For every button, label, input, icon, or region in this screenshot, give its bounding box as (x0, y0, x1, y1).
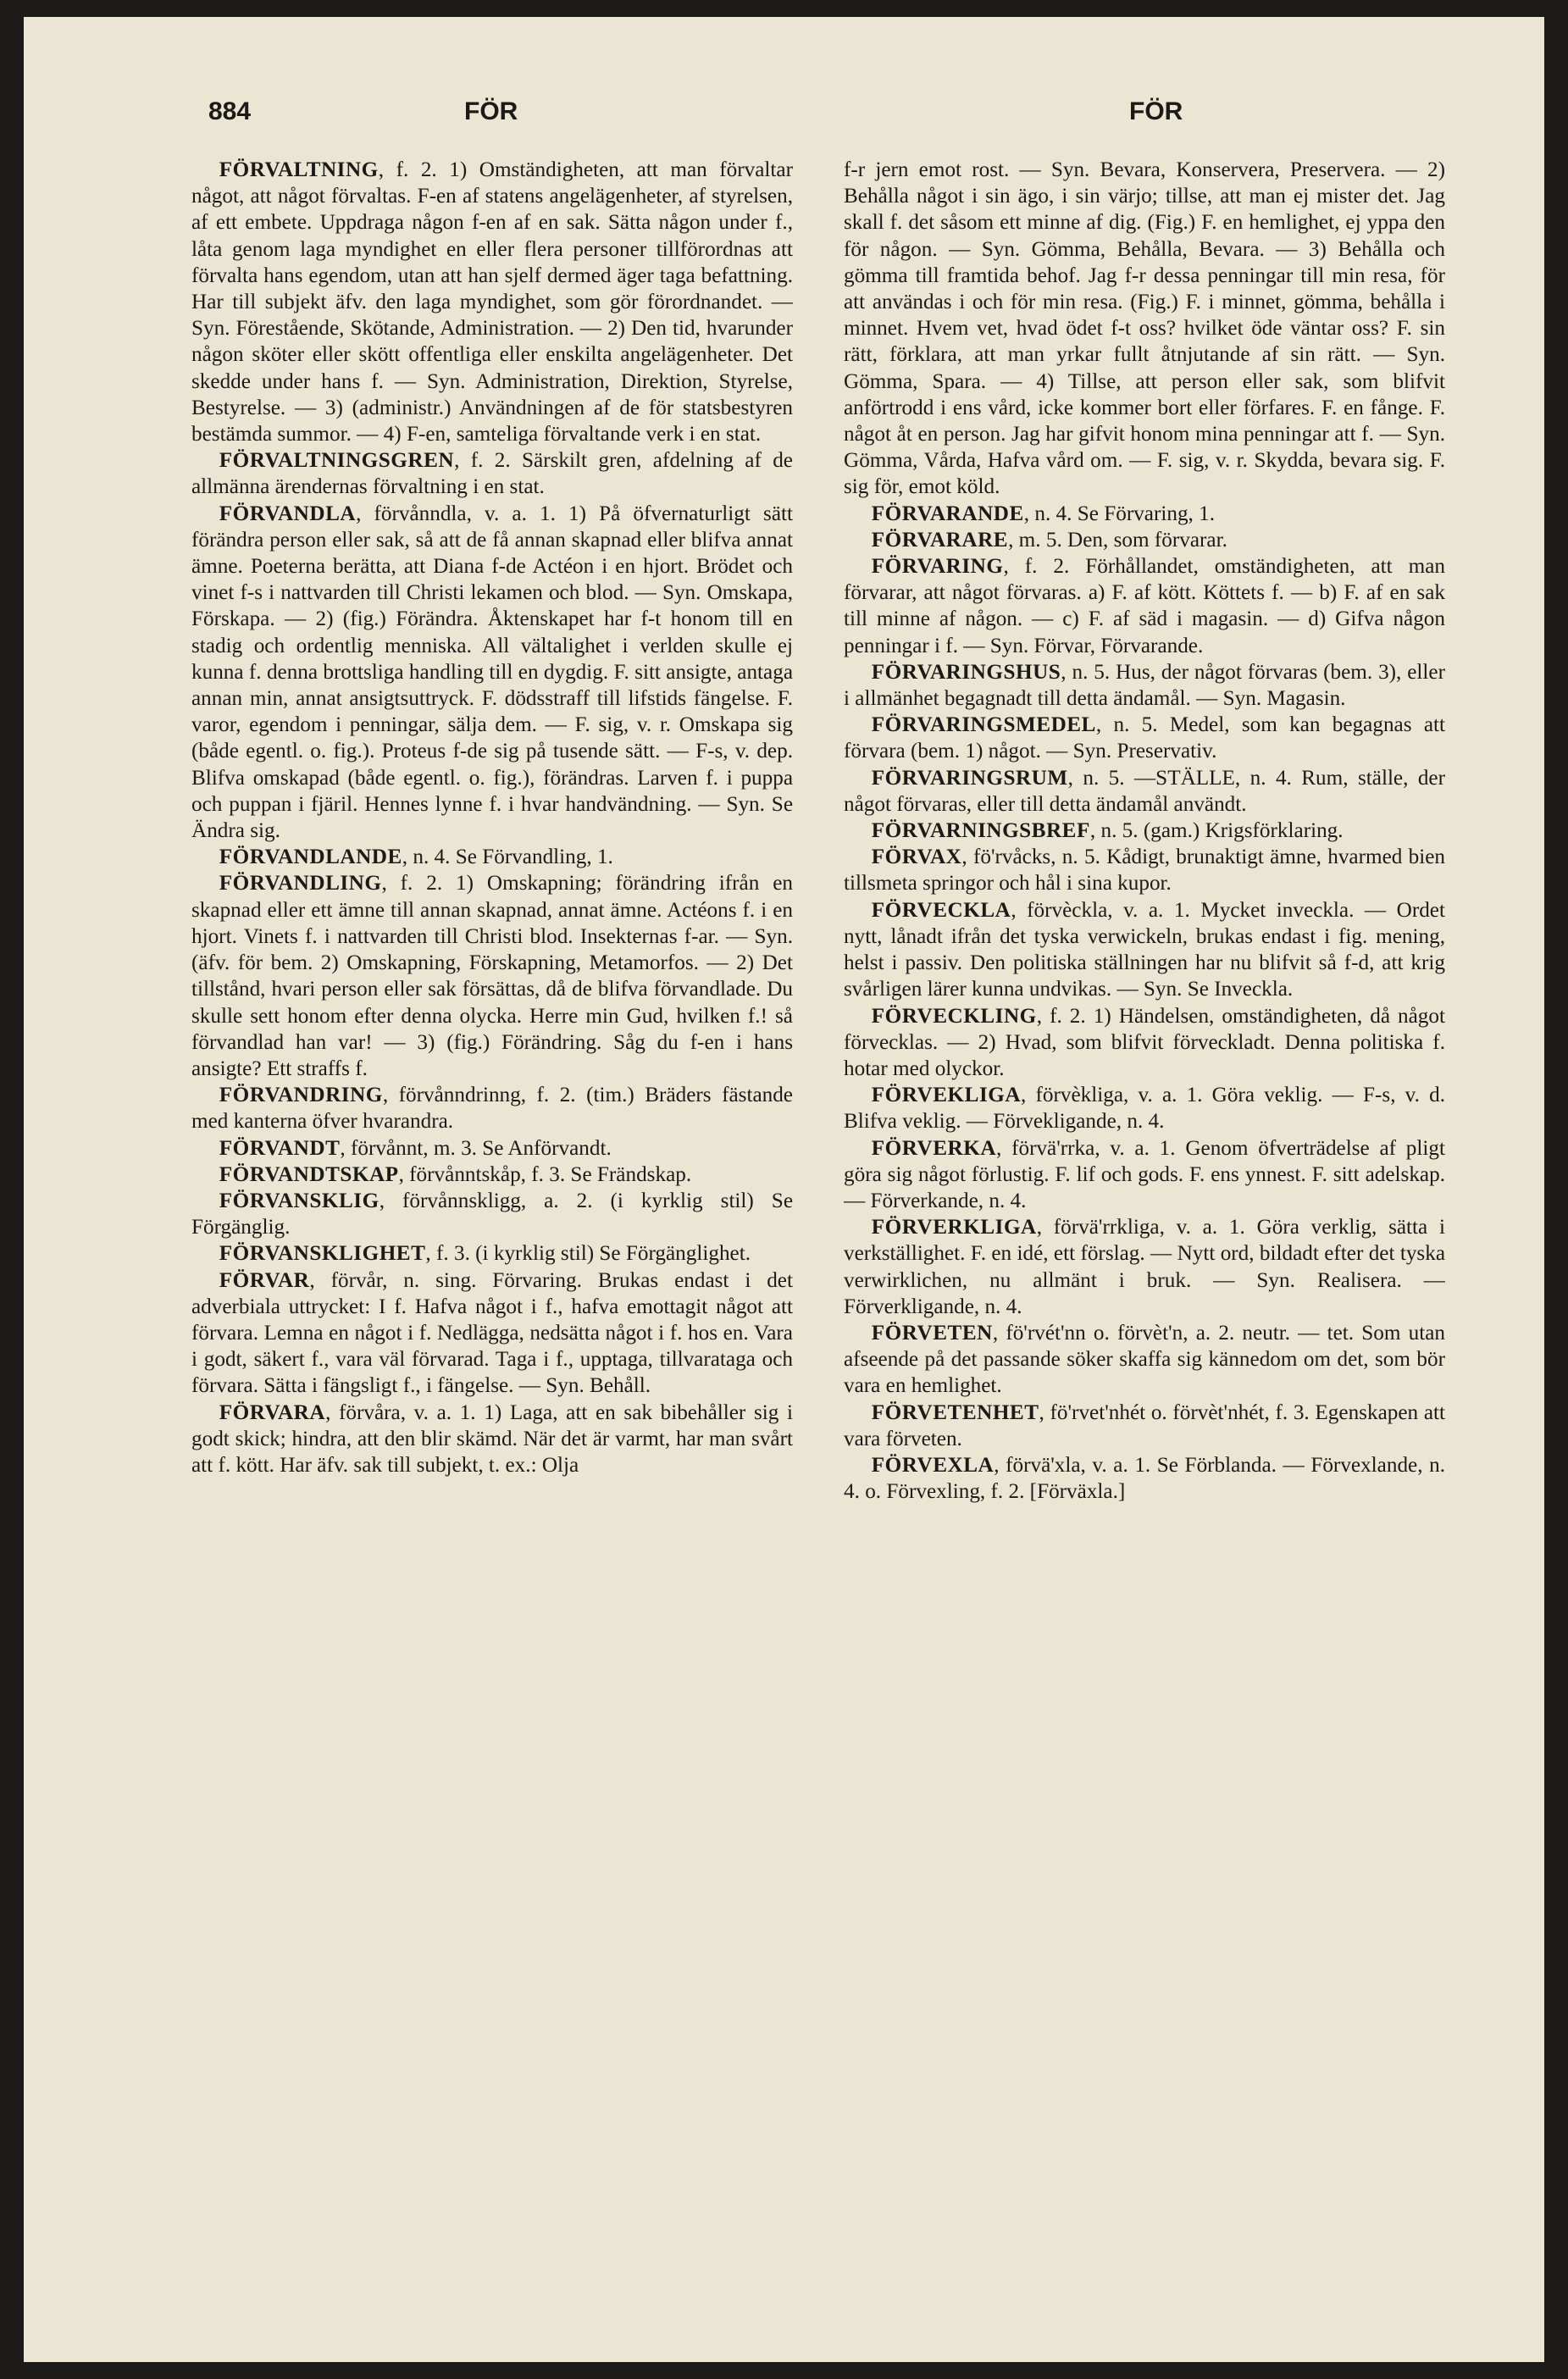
dictionary-entry (191, 1162, 793, 1188)
entry-definition: , n. 5. Hus, der något förvaras (bem. 3), eller i allmänhet begagnadt till detta ändamål. — Syn. Magasin. (844, 660, 1445, 711)
entry-headword: FÖRVANDLA (219, 502, 357, 525)
dictionary-entry (844, 1320, 1445, 1400)
entry-definition: , förvåra, v. a. 1. 1) Laga, att en sak bibehåller sig i godt skick; hindra, att den blir skämd. När det är varmt, har man svårt att f. kött. Har äfv. sak till subjekt, t. ex.: Olja (191, 1400, 793, 1477)
dictionary-entry (844, 157, 1445, 501)
entry-definition: , f. 2. Särskilt gren, afdelning af de allmänna ärendernas förvaltning i en stat. (191, 449, 793, 499)
entry-definition: , förvèckla, v. a. 1. Mycket inveckla. — Ordet nytt, lånadt ifrån det tyska verwickeln, brukas endast i fig. mening, helst i passiv. Den politiska ställningen har nu blifvit så f-d, att krig svårligen lärer kunna undvikas. — Syn. Se Inveckla. (844, 898, 1445, 1001)
entry-headword: FÖRVETEN (871, 1321, 993, 1345)
entry-definition: , fö'rvét'nn o. förvèt'n, a. 2. neutr. — tet. Som utan afseende på det passande söker skaffa sig kännedom om det, som bör vara en hemlighet. (844, 1321, 1445, 1398)
entry-definition: , n. 5. (gam.) Krigsförklaring. (1089, 819, 1344, 843)
dictionary-entry (191, 1188, 793, 1240)
dictionary-entry (844, 1452, 1445, 1505)
entry-headword: FÖRVARINGSRUM (871, 766, 1068, 790)
entry-headword: FÖRVAR (219, 1268, 310, 1292)
dictionary-entry (844, 897, 1445, 1003)
entry-definition: , f. 2. 1) Händelsen, omständigheten, då något förvecklas. — 2) Hvad, som blifvit förveckladt. Denna politiska f. hotar med olyckor. (844, 1004, 1445, 1080)
entry-definition: , förvånnt, m. 3. Se Anförvandt. (340, 1136, 612, 1160)
entry-definition: , n. 4. Se Förvaring, 1. (1023, 502, 1216, 525)
entry-headword: FÖRVARINGSHUS (871, 660, 1061, 684)
entry-definition: , f. 3. (i kyrklig stil) Se Förgänglighet. (425, 1242, 751, 1266)
entry-headword: FÖRVANDRING (219, 1084, 383, 1107)
dictionary-entry (191, 844, 793, 870)
dictionary-page (24, 17, 1544, 2362)
entry-definition: , n. 5. Medel, som kan begagnas att förvara (bem. 1) något. — Syn. Preservativ. (844, 713, 1445, 763)
dictionary-entry (844, 1214, 1445, 1320)
dictionary-entry (844, 712, 1445, 764)
entry-headword: FÖRVERKLIGA (871, 1216, 1037, 1239)
entry-headword: FÖRVARINGSMEDEL (871, 713, 1096, 737)
entry-headword: FÖRVARA (219, 1400, 326, 1424)
entry-definition: , förvånndrinng, f. 2. (tim.) Bräders fästande med kanterna öfver hvarandra. (191, 1084, 793, 1134)
entry-definition: , förvånnskligg, a. 2. (i kyrklig stil) Se Förgänglig. (191, 1189, 793, 1239)
page-header (24, 97, 1544, 140)
entry-headword: FÖRVETENHET (871, 1400, 1039, 1424)
dictionary-entry (844, 818, 1445, 844)
entry-definition: , förvånndla, v. a. 1. 1) På öfvernaturligt sätt förändra person eller sak, så att de få annan skapnad eller blifva annat ämne. Poeterna berätta, att Diana f-de Actéon i en hjort. Brödet och vinet f-s i nattvarden till Christi lekamen och blod. — Syn. Omskapa, Förskapa. — 2) (fig.) Förändra. Åktenskapet har f-t honom till en stadig och ordentlig menniska. All vältalighet i verlden skulle ej kunna f. denna brottsliga handling till en dygdig. F. sitt ansigte, antaga annan min, annat ansigtsuttryck. F. dödsstraff till lifstids fängelse. F. varor, egendom i penningar, sälja dem. — F. sig, v. r. Omskapa sig (både egentl. o. fig.). Proteus f-de sig på tusende sätt. — F-s, v. dep. Blifva omskapad (både egentl. o. fig.), förändras. Larven f. i puppa och puppan i fjäril. Hennes lynne f. i hvar handvändning. — Syn. Se Ändra sig. (191, 502, 793, 843)
dictionary-entry (191, 447, 793, 500)
entry-definition: , fö'rvet'nhét o. förvèt'nhét, f. 3. Egenskapen att vara förveten. (844, 1400, 1445, 1450)
entry-definition: , fö'rvåcks, n. 5. Kådigt, brunaktigt ämne, hvarmed bien tillsmeta springor och hål i sina kupor. (844, 846, 1445, 896)
entry-headword: FÖRVERKA (871, 1136, 997, 1160)
dictionary-entry (191, 157, 793, 447)
entry-headword: FÖRVARARE (871, 528, 1009, 552)
entry-definition: , förvä'xla, v. a. 1. Se Förblanda. — Förvexlande, n. 4. o. Förvexling, f. 2. [Förväxla.] (844, 1453, 1445, 1504)
dictionary-entry (191, 501, 793, 845)
entry-headword: FÖRVECKLA (871, 898, 1011, 922)
dictionary-entry (844, 527, 1445, 553)
entry-definition: , förvä'rrkliga, v. a. 1. Göra verklig, sätta i verkställighet. F. en idé, ett förslag. — Nytt ord, bildadt efter det tyska verwirklichen, nu allmänt i bruk. — Syn. Realisera. — Förverkligande, n. 4. (844, 1216, 1445, 1318)
entry-definition: , f. 2. 1) Omskapning; förändring ifrån en skapnad eller ett ämne till annan skapnad, annat ämne. Actéons f. i en hjort. Vinets f. i nattvarden till Christi blod. Insekternas f-ar. — Syn. (äfv. för bem. 2) Omskapning, Förskapning, Metamorfos. — 2) Det tillstånd, hvari person eller sak försättas, då de blifva förvandlade. Du skulle sett honom efter denna olycka. Herre min Gud, hvilken f.! så förvandlad han var! — 3) (fig.) Förändring. Såg du f-en i hans ansigte? Ett straffs f. (191, 872, 793, 1080)
page-number: 884 (208, 97, 252, 125)
dictionary-entry (844, 501, 1445, 527)
entry-headword: FÖRVANSKLIG (219, 1189, 380, 1212)
entry-definition: , n. 4. Se Förvandling, 1. (402, 846, 613, 869)
entry-headword: FÖRVALTNINGSGREN (219, 449, 455, 473)
entry-headword: FÖRVECKLING (871, 1004, 1037, 1028)
dictionary-entry (191, 1135, 793, 1162)
entry-headword: FÖRVANSKLIGHET (219, 1242, 426, 1266)
dictionary-entry (844, 1082, 1445, 1134)
entry-headword: FÖRVANDLANDE (219, 846, 402, 869)
entry-headword: FÖRVARANDE (871, 502, 1024, 525)
entry-definition: , f. 2. 1) Omständigheten, att man förvaltar något, att något förvaltas. F-en af statens angelägenheter, af styrelsen, af ett embete. Uppdraga någon f-en af en sak. Sätta någon under f., låta genom laga myndighet en eller flera personer tillförordnas att förvalta hans egendom, utan att han sjelf dermed äger taga befattning. Har till subjekt äfv. den laga myndighet, som gör förordnandet. — Syn. Förestående, Skötande, Administration. — 2) Den tid, hvarunder någon sköter eller skött offentliga eller enskilta angelägenheter. Det skedde under hans f. — Syn. Administration, Direktion, Styrelse, Bestyrelse. — 3) (administr.) Användningen af de för statsbestyren bestämda summor. — 4) F-en, samteliga förvaltande verk i en stat. (191, 158, 793, 446)
entry-headword: FÖRVALTNING (219, 158, 379, 181)
dictionary-entry (191, 1267, 793, 1400)
entry-definition: , förvår, n. sing. Förvaring. Brukas endast i det adverbiala uttrycket: I f. Hafva något i f., hafva emottagit något att förvara. Lemna en något i f. Nedlägga, nedsätta något i f. hos en. Vara i godt, säkert f., vara väl förvarad. Taga i f., upptaga, tillvarataga och förvara. Sätta i fängsligt f., i fängelse. — Syn. Behåll. (191, 1268, 793, 1398)
dictionary-entry (844, 659, 1445, 712)
left-column (191, 157, 793, 2330)
entry-headword: FÖRVAX (871, 846, 962, 869)
entry-headword: FÖRVEXLA (871, 1453, 995, 1477)
entry-headword: FÖRVARING (871, 555, 1004, 579)
entry-definition: f-r jern emot rost. — Syn. Bevara, Konservera, Preservera. — 2) Behålla något i sin ägo, i sin värjo; tillse, att man ej mister det. Jag skall f. det såsom ett minne af dig. (Fig.) F. en hemlighet, ej yppa den för någon. — Syn. Gömma, Behålla, Bevara. — 3) Behålla och gömma till framtida behof. Jag f-r dessa penningar till min resa, för att användas i och för min resa. (Fig.) F. i minnet, gömma, behålla i minnet. Hvem vet, hvad ödet f-t oss? hvilket öde väntar oss? F. sin rätt, förklara, att man yrkar fullt åtnjutande af sin rätt. — Syn. Gömma, Spara. — 4) Tillse, att person eller sak, som blifvit anförtrodd i ens vård, icke kommer bort eller förfares. F. en fånge. F. något åt en person. Jag har gifvit honom mina penningar att f. — Syn. Gömma, Vårda, Hafva vård om. — F. sig, v. r. Skydda, bevara sig. F. sig för, emot köld. (844, 158, 1445, 499)
dictionary-entry (191, 1240, 793, 1267)
entry-headword: FÖRVANDLING (219, 872, 382, 896)
dictionary-entry (844, 1400, 1445, 1452)
dictionary-entry (191, 870, 793, 1082)
dictionary-entry (191, 1400, 793, 1479)
entry-definition: , f. 2. Förhållandet, omständigheten, att man förvarar, att något förvaras. a) F. af kött. Köttets f. — b) F. af en sak till minne af någon. — c) F. af säd i magasin. — d) Gifva någon penningar i f. — Syn. Förvar, Förvarande. (844, 555, 1445, 657)
dictionary-entry (844, 844, 1445, 896)
entry-definition: , förvånntskåp, f. 3. Se Frändskap. (398, 1162, 692, 1186)
dictionary-entry (844, 1003, 1445, 1083)
guide-word-right: FÖR (1129, 97, 1183, 125)
entry-definition: , förvèkliga, v. a. 1. Göra veklig. — F-s, v. d. Blifva veklig. — Förvekligande, n. 4. (844, 1084, 1445, 1134)
entry-definition: , m. 5. Den, som förvarar. (1008, 528, 1227, 552)
entry-definition: , n. 5. —STÄLLE, n. 4. Rum, ställe, der något förvaras, eller till detta ändamål användt. (844, 766, 1445, 816)
dictionary-entry (844, 553, 1445, 659)
entry-headword: FÖRVANDTSKAP (219, 1162, 399, 1186)
dictionary-entry (191, 1082, 793, 1134)
right-column (844, 157, 1445, 2330)
dictionary-entry (844, 765, 1445, 818)
dictionary-entry (844, 1135, 1445, 1215)
entry-headword: FÖRVARNINGSBREF (871, 819, 1090, 843)
guide-word-left: FÖR (464, 97, 518, 125)
entry-definition: , förvä'rrka, v. a. 1. Genom öfverträdelse af pligt göra sig något förlustig. F. lif och gods. F. ens ynnest. F. sitt adelskap. — Förverkande, n. 4. (844, 1136, 1445, 1212)
entry-headword: FÖRVANDT (219, 1136, 341, 1160)
entry-headword: FÖRVEKLIGA (871, 1084, 1022, 1107)
